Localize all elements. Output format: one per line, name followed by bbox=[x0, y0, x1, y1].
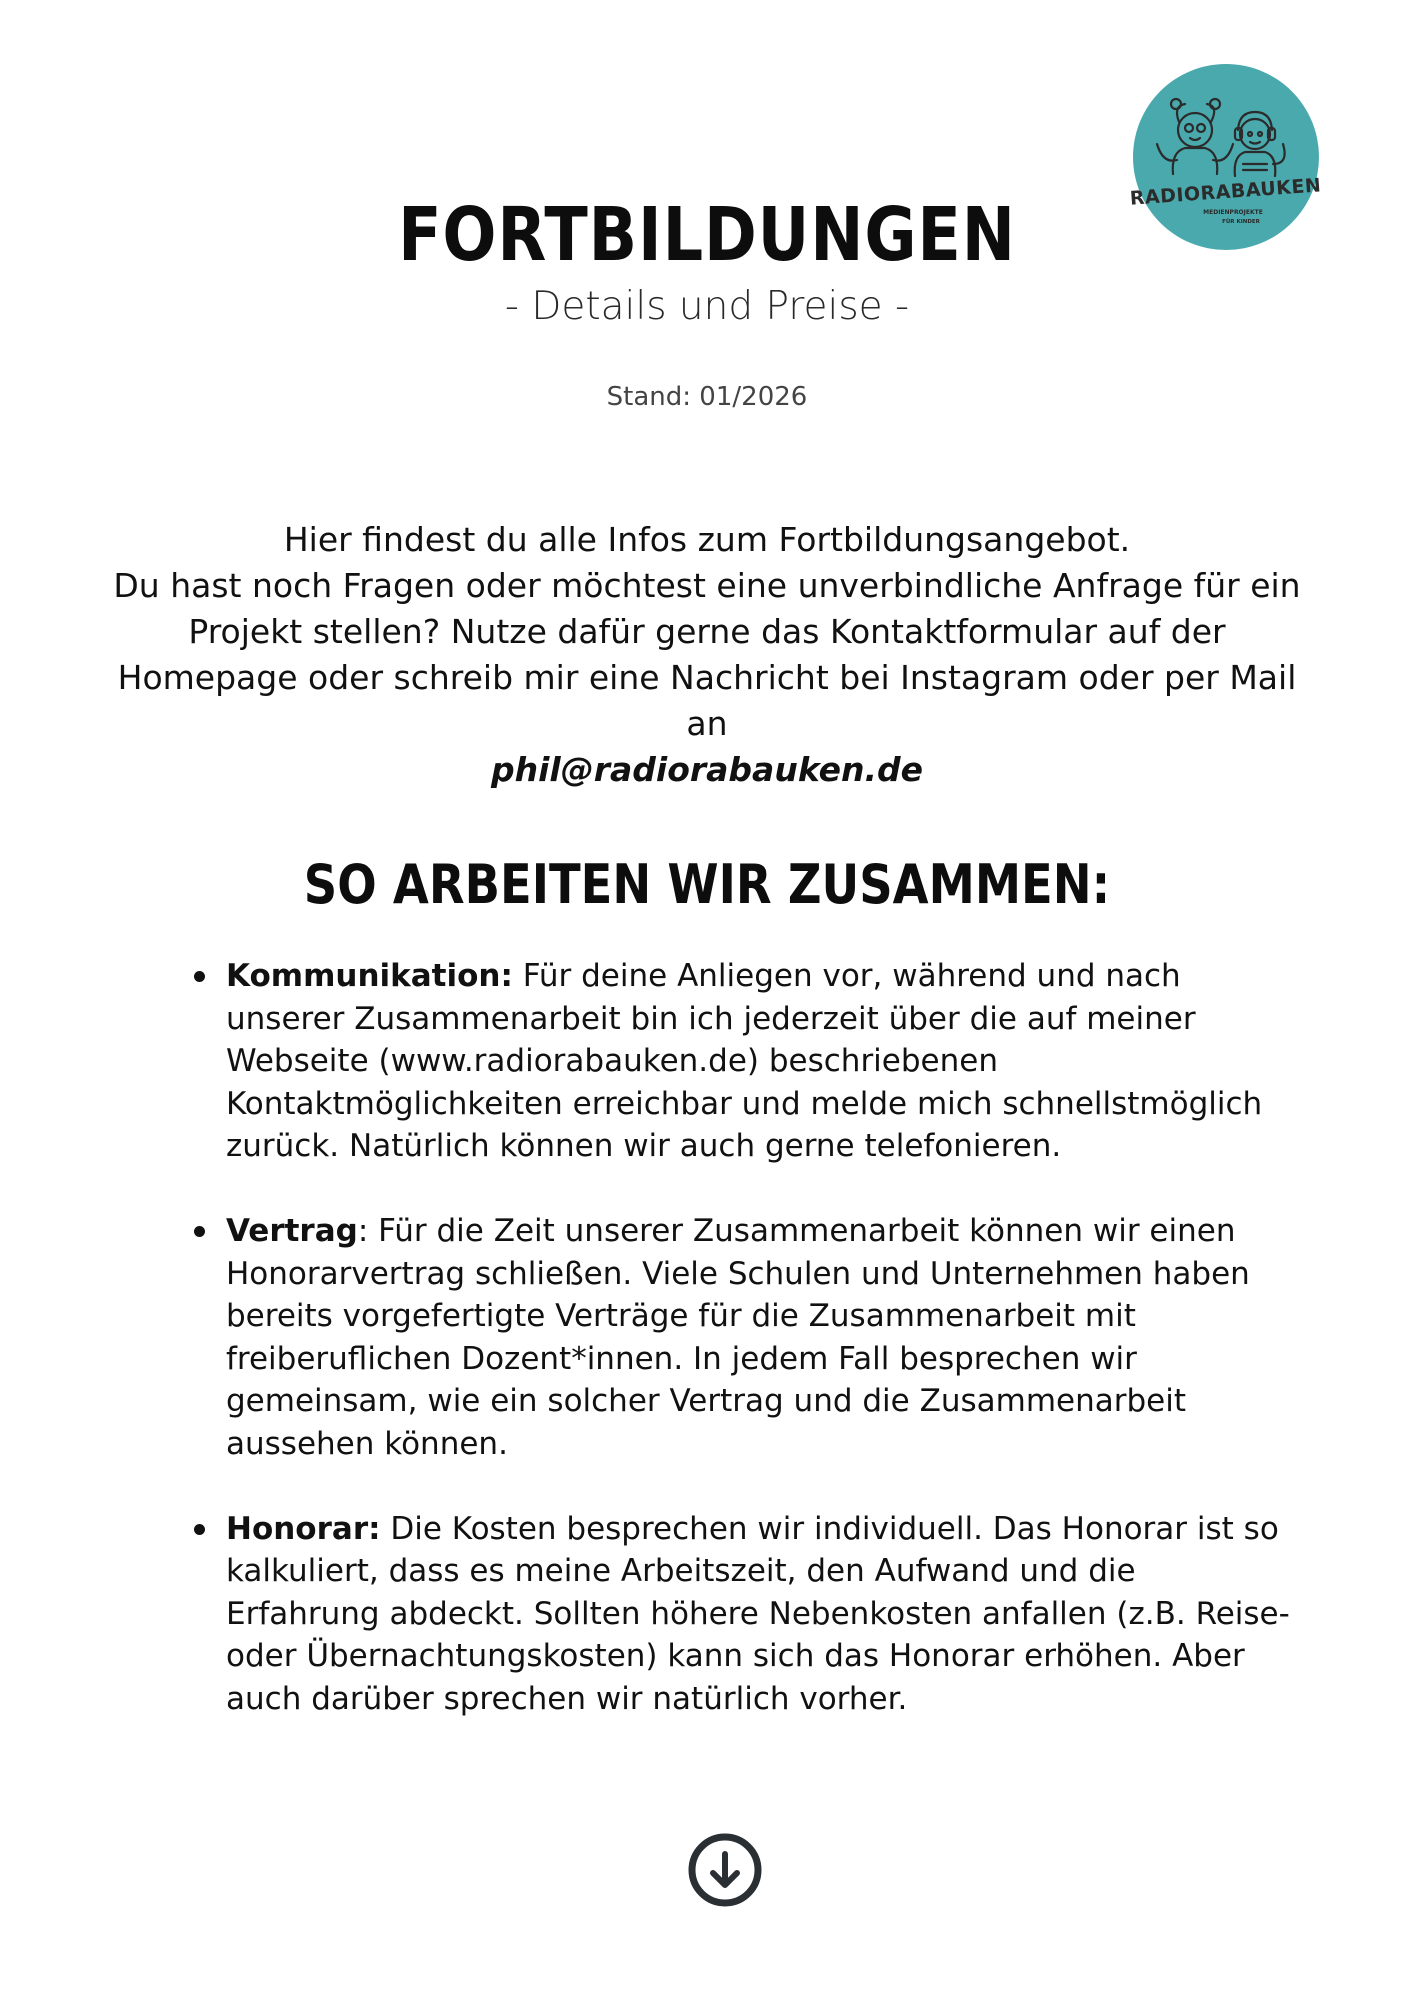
logo-text: RADIORABAUKEN bbox=[1129, 174, 1323, 210]
contact-email-link[interactable]: phil@radiorabauken.de bbox=[491, 750, 923, 789]
item-label: Kommunikation: bbox=[226, 958, 513, 994]
stand-date: Stand: 01/2026 bbox=[606, 382, 808, 412]
page-title: FORTBILDUNGEN bbox=[398, 192, 1016, 278]
bullet-icon bbox=[194, 971, 205, 982]
bullet-icon bbox=[194, 1524, 205, 1535]
scroll-down-button[interactable] bbox=[687, 1832, 763, 1908]
list-item-honorar bbox=[226, 1508, 1296, 1721]
item-text: Die Kosten besprechen wir individuell. Das Honorar ist so kalkuliert, dass es meine Arbeitszeit, den Aufwand und die Erfahrung abdeckt. Sollten höhere Nebenkosten anfallen (z.B. Reise- oder Übernachtungskosten) kann sich das Honorar erhöhen. Aber auch darüber sprechen wir natürlich vorher. bbox=[226, 1510, 1290, 1717]
logo-tagline-1: MEDIENPROJEKTE bbox=[1203, 209, 1263, 216]
intro-line-2: Du hast noch Fragen oder möchtest eine unverbindliche Anfrage für ein Projekt stellen? Nutze dafür gerne das Kontaktformular auf der Homepage oder schreib mir eine Nachricht bei Instagram oder per Mail an bbox=[113, 566, 1301, 743]
bullet-icon bbox=[194, 1226, 205, 1237]
section-heading: SO ARBEITEN WIR ZUSAMMEN: bbox=[303, 853, 1111, 916]
item-text: Für deine Anliegen vor, während und nach unserer Zusammenarbeit bin ich jederzeit über die auf meiner Webseite (www.radiorabauken.de) beschriebenen Kontaktmöglichkeiten erreichbar und melde mich schnellstmöglich zurück. Natürlich können wir auch gerne telefonieren. bbox=[226, 958, 1263, 1165]
page-subtitle: - Details und Preise - bbox=[504, 284, 910, 329]
intro-line-1: Hier findest du alle Infos zum Fortbildungsangebot. bbox=[283, 520, 1131, 559]
collaboration-list bbox=[226, 955, 1296, 1763]
arrow-down-circle-icon bbox=[687, 1832, 763, 1908]
item-label: Vertrag bbox=[226, 1212, 358, 1249]
list-item-vertrag bbox=[226, 1210, 1296, 1466]
logo-tagline-2: FÜR KINDER bbox=[1222, 219, 1260, 225]
item-text: : Für die Zeit unserer Zusammenarbeit können wir einen Honorarvertrag schließen. Viele Schulen und Unternehmen haben bereits vorgefertigte Verträge für die Zusammenarbeit mit freiberuflichen Dozent*innen. In jedem Fall besprechen wir gemeinsam, wie ein solcher Vertrag und die Zusammenarbeit aussehen können. bbox=[226, 1212, 1250, 1462]
list-item-kommunikation bbox=[226, 955, 1296, 1168]
item-label: Honorar: bbox=[226, 1510, 381, 1547]
intro-paragraph bbox=[110, 517, 1304, 793]
